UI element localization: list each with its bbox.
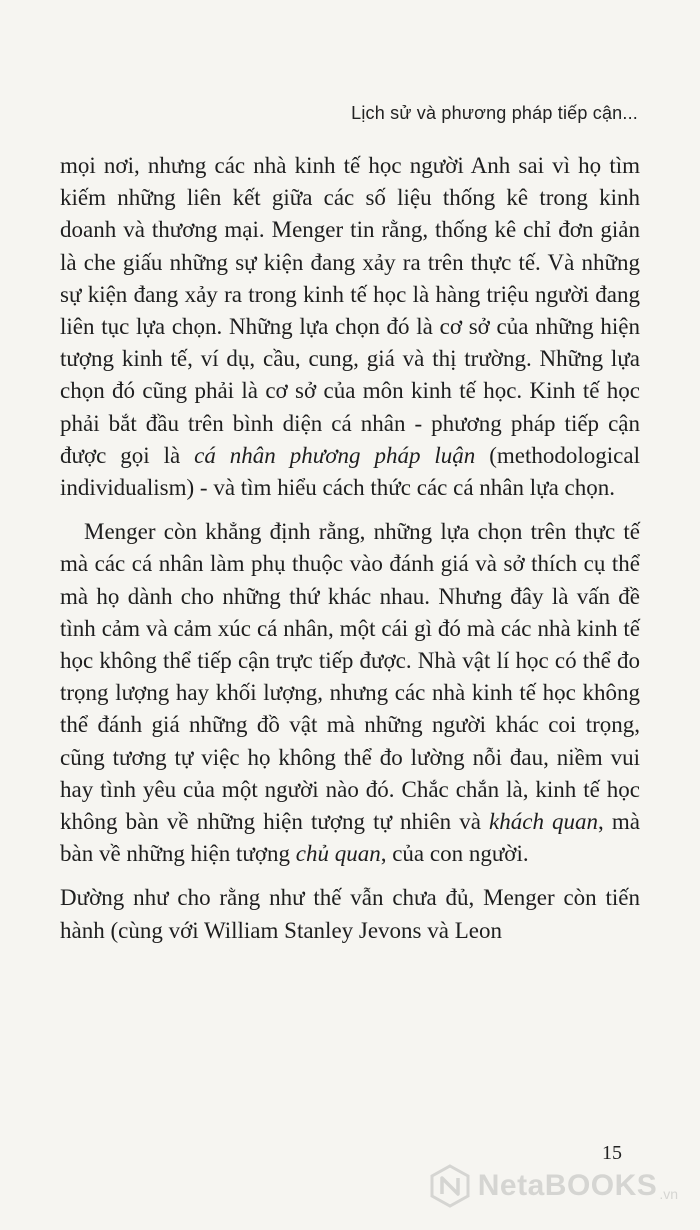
watermark-suffix: .vn: [659, 1186, 678, 1202]
page-body: [60, 150, 640, 959]
paragraph-1-text-a: mọi nơi, nhưng các nhà kinh tế học người Anh sai vì họ tìm kiếm những liên kết giữa các số liệu thống kê trong kinh doanh và thương mại. Menger tin rằng, thống kê chỉ đơn giản là che giấu những sự kiện đang xảy ra trên thực tế. Và những sự kiện đang xảy ra trong kinh tế học là hàng triệu người đang liên tục lựa chọn. Những lựa chọn đó là cơ sở của những hiện tượng kinh tế, ví dụ, cầu, cung, giá và thị trường. Những lựa chọn đó cũng phải là cơ sở của môn kinh tế học. Kinh tế học phải bắt đầu trên bình diện cá nhân - phương pháp tiếp cận được gọi là: [60, 153, 640, 468]
netabooks-logo-icon: [428, 1164, 472, 1208]
watermark-brand: NetaBOOKS: [477, 1169, 658, 1202]
paragraph-2-text-c: , của con người.: [380, 841, 529, 867]
paragraph-3-text: Dường như cho rằng như thế vẫn chưa đủ, Menger còn tiến hành (cùng với William Stanley Jevons và Leon: [60, 885, 640, 943]
paragraph-1-italic-term: cá nhân phương pháp luận: [194, 442, 476, 468]
page-number: 15: [602, 1142, 622, 1164]
running-header: Lịch sử và phương pháp tiếp cận...: [351, 103, 638, 123]
paragraph-3: [60, 882, 640, 946]
paragraph-1-text-b: (methodological individualism) - và tìm hiểu cách thức các cá nhân lựa chọn.: [60, 442, 640, 501]
paragraph-2-text-a: Menger còn khẳng định rằng, những lựa chọn trên thực tế mà các cá nhân làm phụ thuộc vào đánh giá và sở thích cụ thể mà họ dành cho những thứ khác nhau. Nhưng đây là vấn đề tình cảm và cảm xúc cá nhân, một cái gì đó mà các nhà kinh tế học không thể tiếp cận trực tiếp được. Nhà vật lí học có thể đo trọng lượng hay khối lượng, nhưng các nhà kinh tế học không thể đánh giá những đồ vật mà những người khác coi trọng, cũng tương tự việc họ không thể đo lường nỗi đau, niềm vui hay tình yêu của một người nào đó. Chắc chắn là, kinh tế học không bàn về những hiện tượng tự nhiên và: [60, 519, 640, 835]
watermark: [428, 1164, 678, 1208]
paragraph-2-text-b: , mà bàn về những hiện tượng: [60, 809, 640, 867]
paragraph-1: [60, 150, 640, 504]
paragraph-2-italic-term-1: khách quan: [489, 809, 599, 835]
paragraph-2-italic-term-2: chủ quan: [295, 841, 381, 867]
paragraph-2: [60, 516, 640, 870]
